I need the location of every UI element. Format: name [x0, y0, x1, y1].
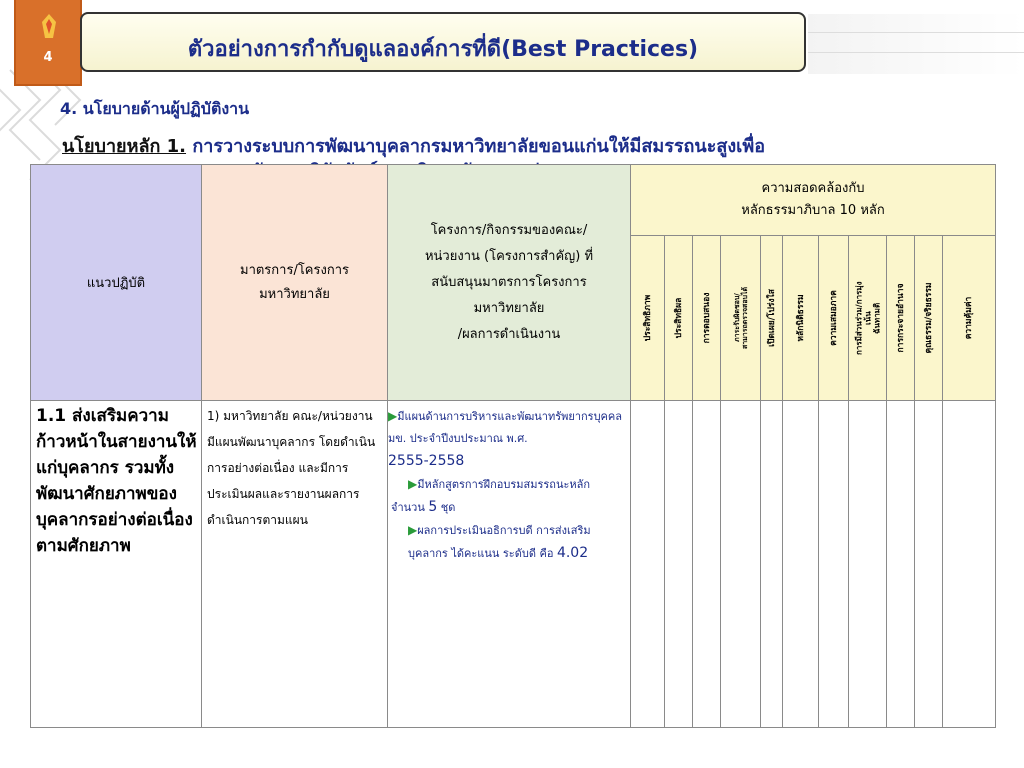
- principle-header: [849, 236, 887, 401]
- slide-number-badge: [14, 0, 82, 86]
- header-projects-line1: โครงการ/กิจกรรมของคณะ/: [430, 222, 588, 238]
- policy-text-line1: การวางระบบการพัฒนาบุคลากรมหาวิทยาลัยขอนแก่นให้มีสมรรถนะสูงเพื่อ: [192, 136, 766, 157]
- principle-cell: [761, 401, 783, 728]
- principle-header: [631, 236, 665, 401]
- principle-cell: [819, 401, 849, 728]
- principle-header: [943, 236, 996, 401]
- principle-header: [915, 236, 943, 401]
- university-logo-icon: [42, 14, 56, 38]
- slide-title: ตัวอย่างการกำกับดูแลองค์การที่ดี(Best Practices): [187, 37, 699, 62]
- principle-header: [693, 236, 721, 401]
- project-item-2: [388, 473, 630, 496]
- project-item-1-years: 2555-2558: [388, 453, 465, 469]
- principle-cell: [693, 401, 721, 728]
- principle-header: [721, 236, 761, 401]
- principle-label: เปิดเผย/โปร่งใส: [766, 289, 777, 347]
- header-decoration: [808, 14, 1024, 74]
- practice-cell: 1.1 ส่งเสริมความก้าวหน้าในสายงานให้แก่บุคลากร รวมทั้งพัฒนาศักยภาพของบุคลากรอย่างต่อเนื่องตามศักยภาพ: [31, 401, 202, 728]
- principle-cell: [631, 401, 665, 728]
- principle-label: ความคุ้มค่า: [964, 296, 974, 340]
- principle-label: หลักนิติธรรม: [795, 294, 806, 342]
- header-measures-line1: มาตรการ/โครงการ: [240, 262, 349, 278]
- principle-label: การตอบสนอง: [701, 292, 712, 344]
- arrow-bullet-icon: ▶: [388, 409, 398, 423]
- project-item-1-text: มีแผนด้านการบริหารและพัฒนาทรัพยากรบุคคล มข. ประจำปีงบประมาณ พ.ศ.: [388, 410, 623, 445]
- header-consistency-line1: ความสอดคล้องกับ: [761, 181, 865, 196]
- slide-number: 4: [43, 50, 53, 65]
- principle-label: ภาระรับผิดชอบ/ สามารถตรวจสอบได้: [732, 286, 749, 350]
- project-item-3-score: 4.02: [556, 545, 589, 561]
- practice-table: [30, 164, 996, 728]
- principle-cell: [849, 401, 887, 728]
- header-practice: แนวปฏิบัติ: [31, 165, 202, 401]
- policy-label: นโยบายหลัก 1.: [62, 136, 187, 157]
- arrow-bullet-icon: ▶: [408, 477, 418, 491]
- principle-header: [819, 236, 849, 401]
- principle-label: การกระจายอำนาจ: [895, 283, 906, 353]
- principle-cell: [887, 401, 915, 728]
- principle-label: การมีส่วนร่วม/การมุ่งเน้น ฉันทามติ: [854, 281, 881, 355]
- arrow-bullet-icon: ▶: [408, 523, 418, 537]
- principle-label: คุณธรรม/จริยธรรม: [923, 282, 934, 354]
- principle-label: ประสิทธิผล: [673, 297, 684, 339]
- principle-label: ประสิทธิภาพ: [642, 294, 653, 342]
- principle-cell: [943, 401, 996, 728]
- project-item-2-text: มีหลักสูตรการฝึกอบรมสมรรถนะหลัก: [417, 478, 591, 491]
- principle-header: [887, 236, 915, 401]
- section-heading: 4. นโยบายด้านผู้ปฏิบัติงาน: [60, 99, 250, 118]
- header-measures-line2: มหาวิทยาลัย: [259, 286, 330, 302]
- principle-cell: [783, 401, 819, 728]
- project-item-3: [388, 519, 630, 565]
- header-consistency: [631, 165, 996, 236]
- principle-cell: [665, 401, 693, 728]
- principle-header: [783, 236, 819, 401]
- header-projects-line2: หน่วยงาน (โครงการสำคัญ) ที่: [424, 248, 594, 264]
- project-item-3-text: ผลการประเมินอธิการบดี การส่งเสริมบุคลากร ได้คะแนน ระดับดี คือ: [408, 524, 591, 560]
- header-projects-line4: มหาวิทยาลัย: [473, 300, 545, 316]
- header-projects-line3: สนับสนุนมาตรการโครงการ: [431, 274, 587, 290]
- measure-cell: 1) มหาวิทยาลัย คณะ/หน่วยงาน มีแผนพัฒนาบุคลากร โดยดำเนินการอย่างต่อเนื่อง และมีการประเมินผลและรายงานผลการดำเนินการตามแผน: [202, 401, 388, 728]
- project-item-2-count: จำนวน 5 ชุด: [391, 499, 456, 515]
- header-projects: [388, 165, 631, 401]
- principle-header: [665, 236, 693, 401]
- projects-cell: [388, 401, 631, 728]
- principle-label: ความเสมอภาค: [828, 290, 839, 346]
- principle-cell: [721, 401, 761, 728]
- header-consistency-line2: หลักธรรมาภิบาล 10 หลัก: [741, 203, 885, 218]
- header-measures: [202, 165, 388, 401]
- principle-cell: [915, 401, 943, 728]
- principle-header: [761, 236, 783, 401]
- title-bar: [80, 12, 806, 72]
- project-item-1: [388, 405, 630, 473]
- header-projects-line5: /ผลการดำเนินงาน: [457, 326, 561, 342]
